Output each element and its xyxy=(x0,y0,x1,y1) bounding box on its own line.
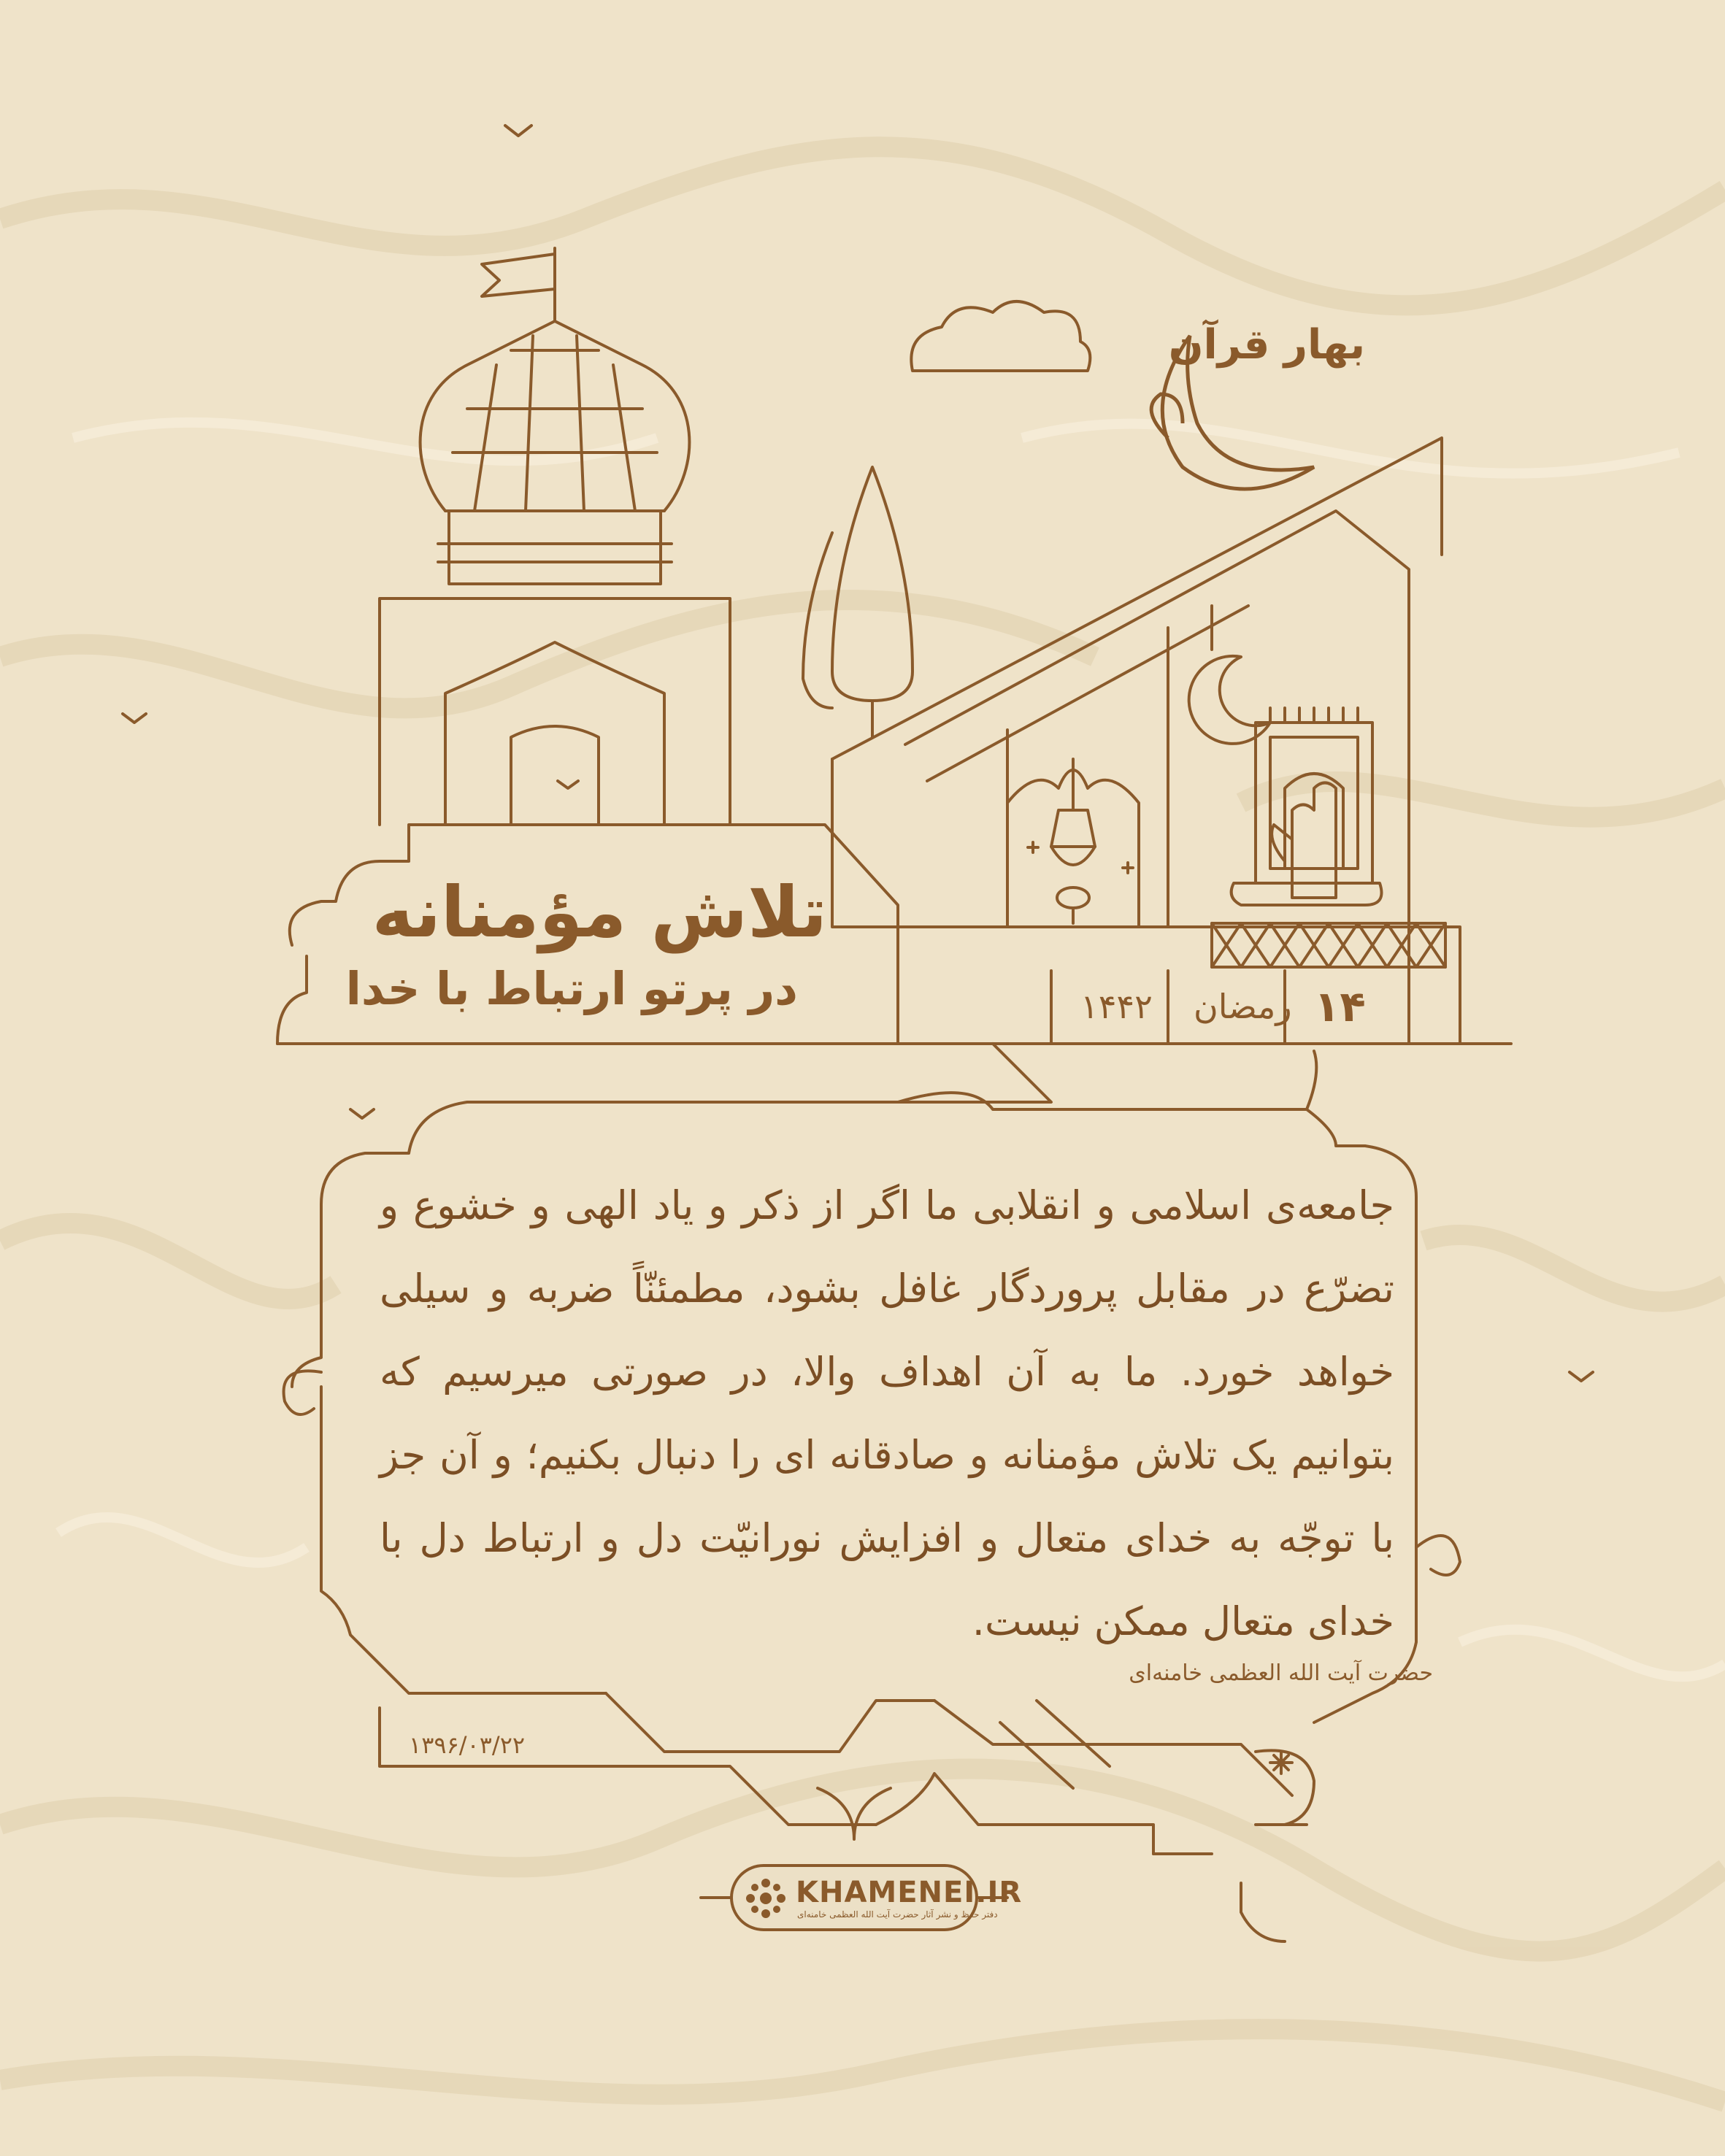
cloud-icon xyxy=(911,301,1090,371)
speaker-name: حضرت آیت الله العظمی خامنه‌ای xyxy=(1129,1660,1433,1686)
khamenei-logo[interactable] xyxy=(730,1864,1023,1931)
bird-icon xyxy=(1570,1372,1593,1381)
bird-icon xyxy=(123,714,146,723)
poster-subtitle: در پرتو ارتباط با خدا xyxy=(345,962,798,1015)
bird-icon xyxy=(350,1109,374,1118)
speech-date: ۱۳۹۶/۰۳/۲۲ xyxy=(409,1731,526,1759)
date-year: ۱۴۴۲ xyxy=(1080,987,1153,1026)
logo-text: KHAMENEI.IR xyxy=(796,1876,1023,1909)
flag-icon xyxy=(482,248,555,321)
bird-icon xyxy=(558,781,578,788)
logo-tagline: دفتر حفظ و نشر آثار حضرت آیت الله العظمی خامنه‌ای xyxy=(797,1909,998,1920)
hand-icon xyxy=(1272,783,1336,898)
quote-text: جامعه‌ی اسلامی و انقلابی ما اگر از ذکر و یاد الهی و خشوع و تضرّع در مقابل پروردگار غافل بشود، مطمئنّاً ضربه و سیلی خواهد خورد. ما به آن اهداف والا، در صورتی میرسیم که بتوانیم یک تلاش مؤمنانه و صادقانه ای را دنبال بکنیم؛ و آن جز با توجّه به خدای متعال و افزایش نورانیّت دل و ارتباط دل با خدای متعال ممکن نیست. xyxy=(380,1182,1394,1644)
logo-mark-icon xyxy=(743,1876,788,1921)
dome-icon xyxy=(380,321,730,825)
poster-title: تلاش مؤمنانه xyxy=(372,871,827,953)
tree-icon xyxy=(803,467,913,737)
campaign-logo-text xyxy=(1168,292,1372,416)
campaign-calligraphy: بهار قرآن xyxy=(1168,321,1365,369)
date-month: رمضان xyxy=(1194,987,1292,1026)
bird-icon xyxy=(505,126,531,136)
lantern-icon xyxy=(1051,759,1095,923)
date-day: ۱۴ xyxy=(1314,982,1366,1031)
